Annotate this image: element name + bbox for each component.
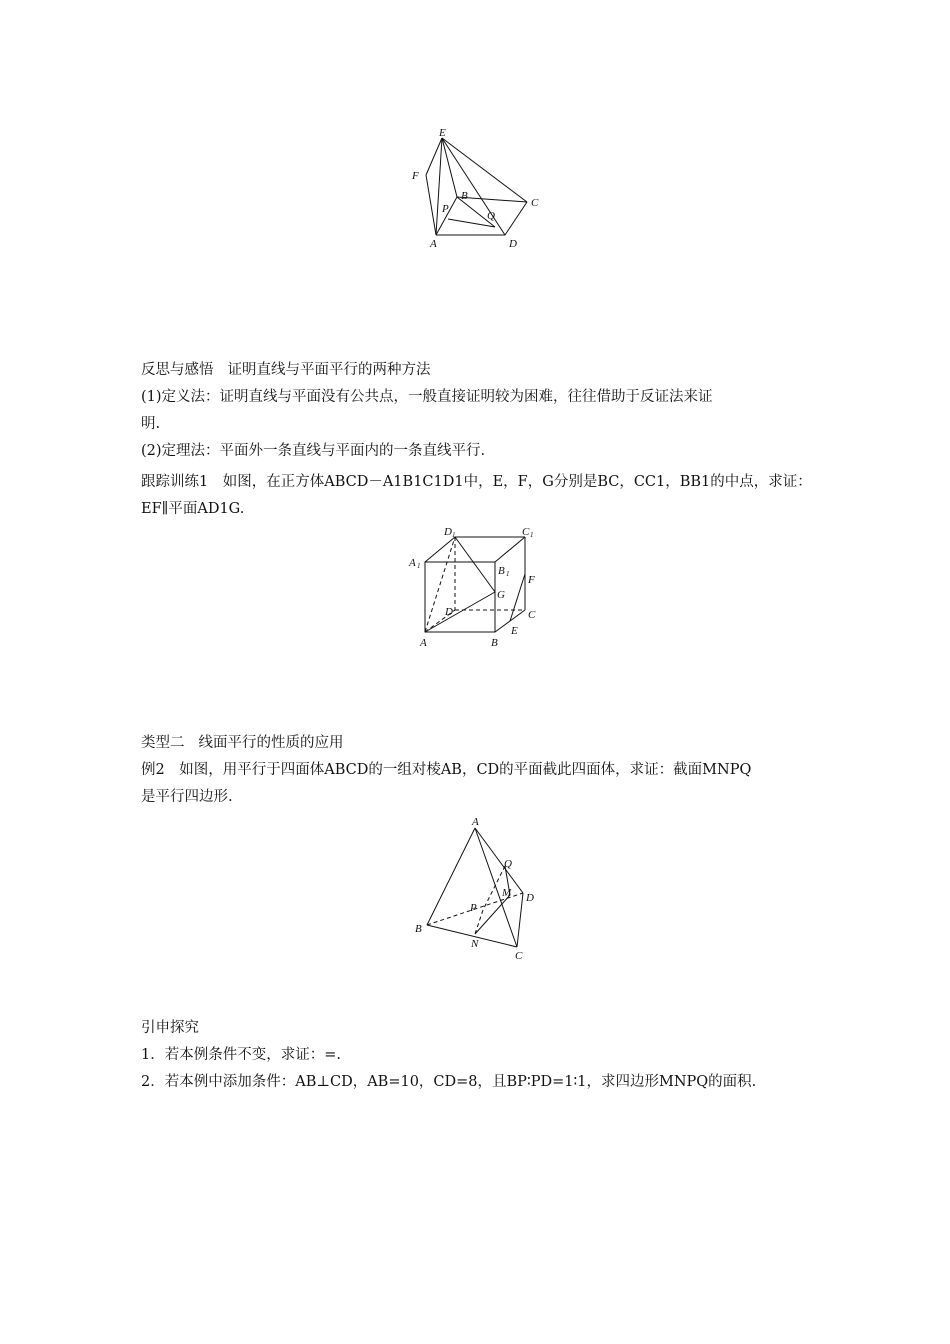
label-A1-sub: 1	[417, 562, 421, 570]
exercise1-line1: 跟踪训练1 如图，在正方体ABCD－A1B1C1D1中，E，F，G分别是BC，CC1，BB1的中点，求证：	[141, 474, 812, 490]
type2-title: 线面平行的性质的应用	[198, 735, 344, 751]
figure-pyramid-efabcd	[405, 125, 545, 250]
label-A: A	[430, 238, 437, 250]
label-D1-sub: 1	[452, 531, 456, 539]
label-B: B	[415, 923, 422, 935]
extension-item2: 2．若本例中添加条件：AB⊥CD，AB=10，CD=8，且BP∶PD=1∶1，求四边形MNPQ的面积.	[141, 1074, 757, 1090]
label-P: P	[442, 203, 449, 215]
exercise1-line2: EF∥平面AD1G.	[141, 501, 245, 517]
type2-heading: 类型二	[141, 735, 185, 751]
label-N: N	[471, 938, 479, 950]
figure-cube	[400, 522, 550, 652]
reflection-heading: 反思与感悟	[141, 362, 214, 378]
reflection-item1-line2: 明.	[141, 416, 161, 432]
label-C: C	[531, 197, 539, 209]
reflection-title: 证明直线与平面平行的两种方法	[227, 362, 431, 378]
extension-item1: 1．若本例条件不变，求证：=.	[141, 1047, 341, 1063]
label-E: E	[511, 625, 518, 637]
label-C: C	[528, 609, 536, 621]
label-A: A	[420, 637, 427, 649]
type2-heading-line	[141, 730, 344, 756]
label-E: E	[439, 127, 446, 139]
label-C1: C	[522, 526, 530, 538]
reflection-item2: (2)定理法：平面外一条直线与平面内的一条直线平行.	[141, 443, 486, 459]
label-D: D	[509, 238, 517, 250]
label-G: G	[497, 589, 505, 601]
label-D1: D	[444, 526, 452, 538]
label-B1: B	[498, 565, 505, 577]
extension-heading: 引申探究	[141, 1020, 199, 1036]
label-Q: Q	[504, 858, 512, 870]
label-C: C	[515, 950, 523, 960]
label-D: D	[445, 606, 453, 618]
reflection-item1-line1: (1)定义法：证明直线与平面没有公共点，一般直接证明较为困难，往往借助于反证法来证	[141, 389, 713, 405]
figure-tetrahedron	[405, 810, 545, 960]
reflection-heading-line	[141, 357, 431, 383]
example2-line2: 是平行四边形.	[141, 789, 233, 805]
label-A1: A	[409, 557, 416, 569]
label-P: P	[470, 902, 477, 914]
label-Q: Q	[487, 210, 495, 222]
label-F: F	[528, 574, 535, 586]
label-A: A	[472, 816, 479, 828]
label-B: B	[491, 637, 498, 649]
label-C1-sub: 1	[530, 531, 534, 539]
label-M: M	[502, 887, 512, 899]
label-D: D	[526, 892, 534, 904]
label-F: F	[412, 170, 419, 182]
label-B1-sub: 1	[506, 570, 510, 578]
label-B: B	[461, 190, 468, 202]
example2-line1: 例2 如图，用平行于四面体ABCD的一组对棱AB，CD的平面截此四面体，求证：截面MNPQ	[141, 762, 752, 778]
